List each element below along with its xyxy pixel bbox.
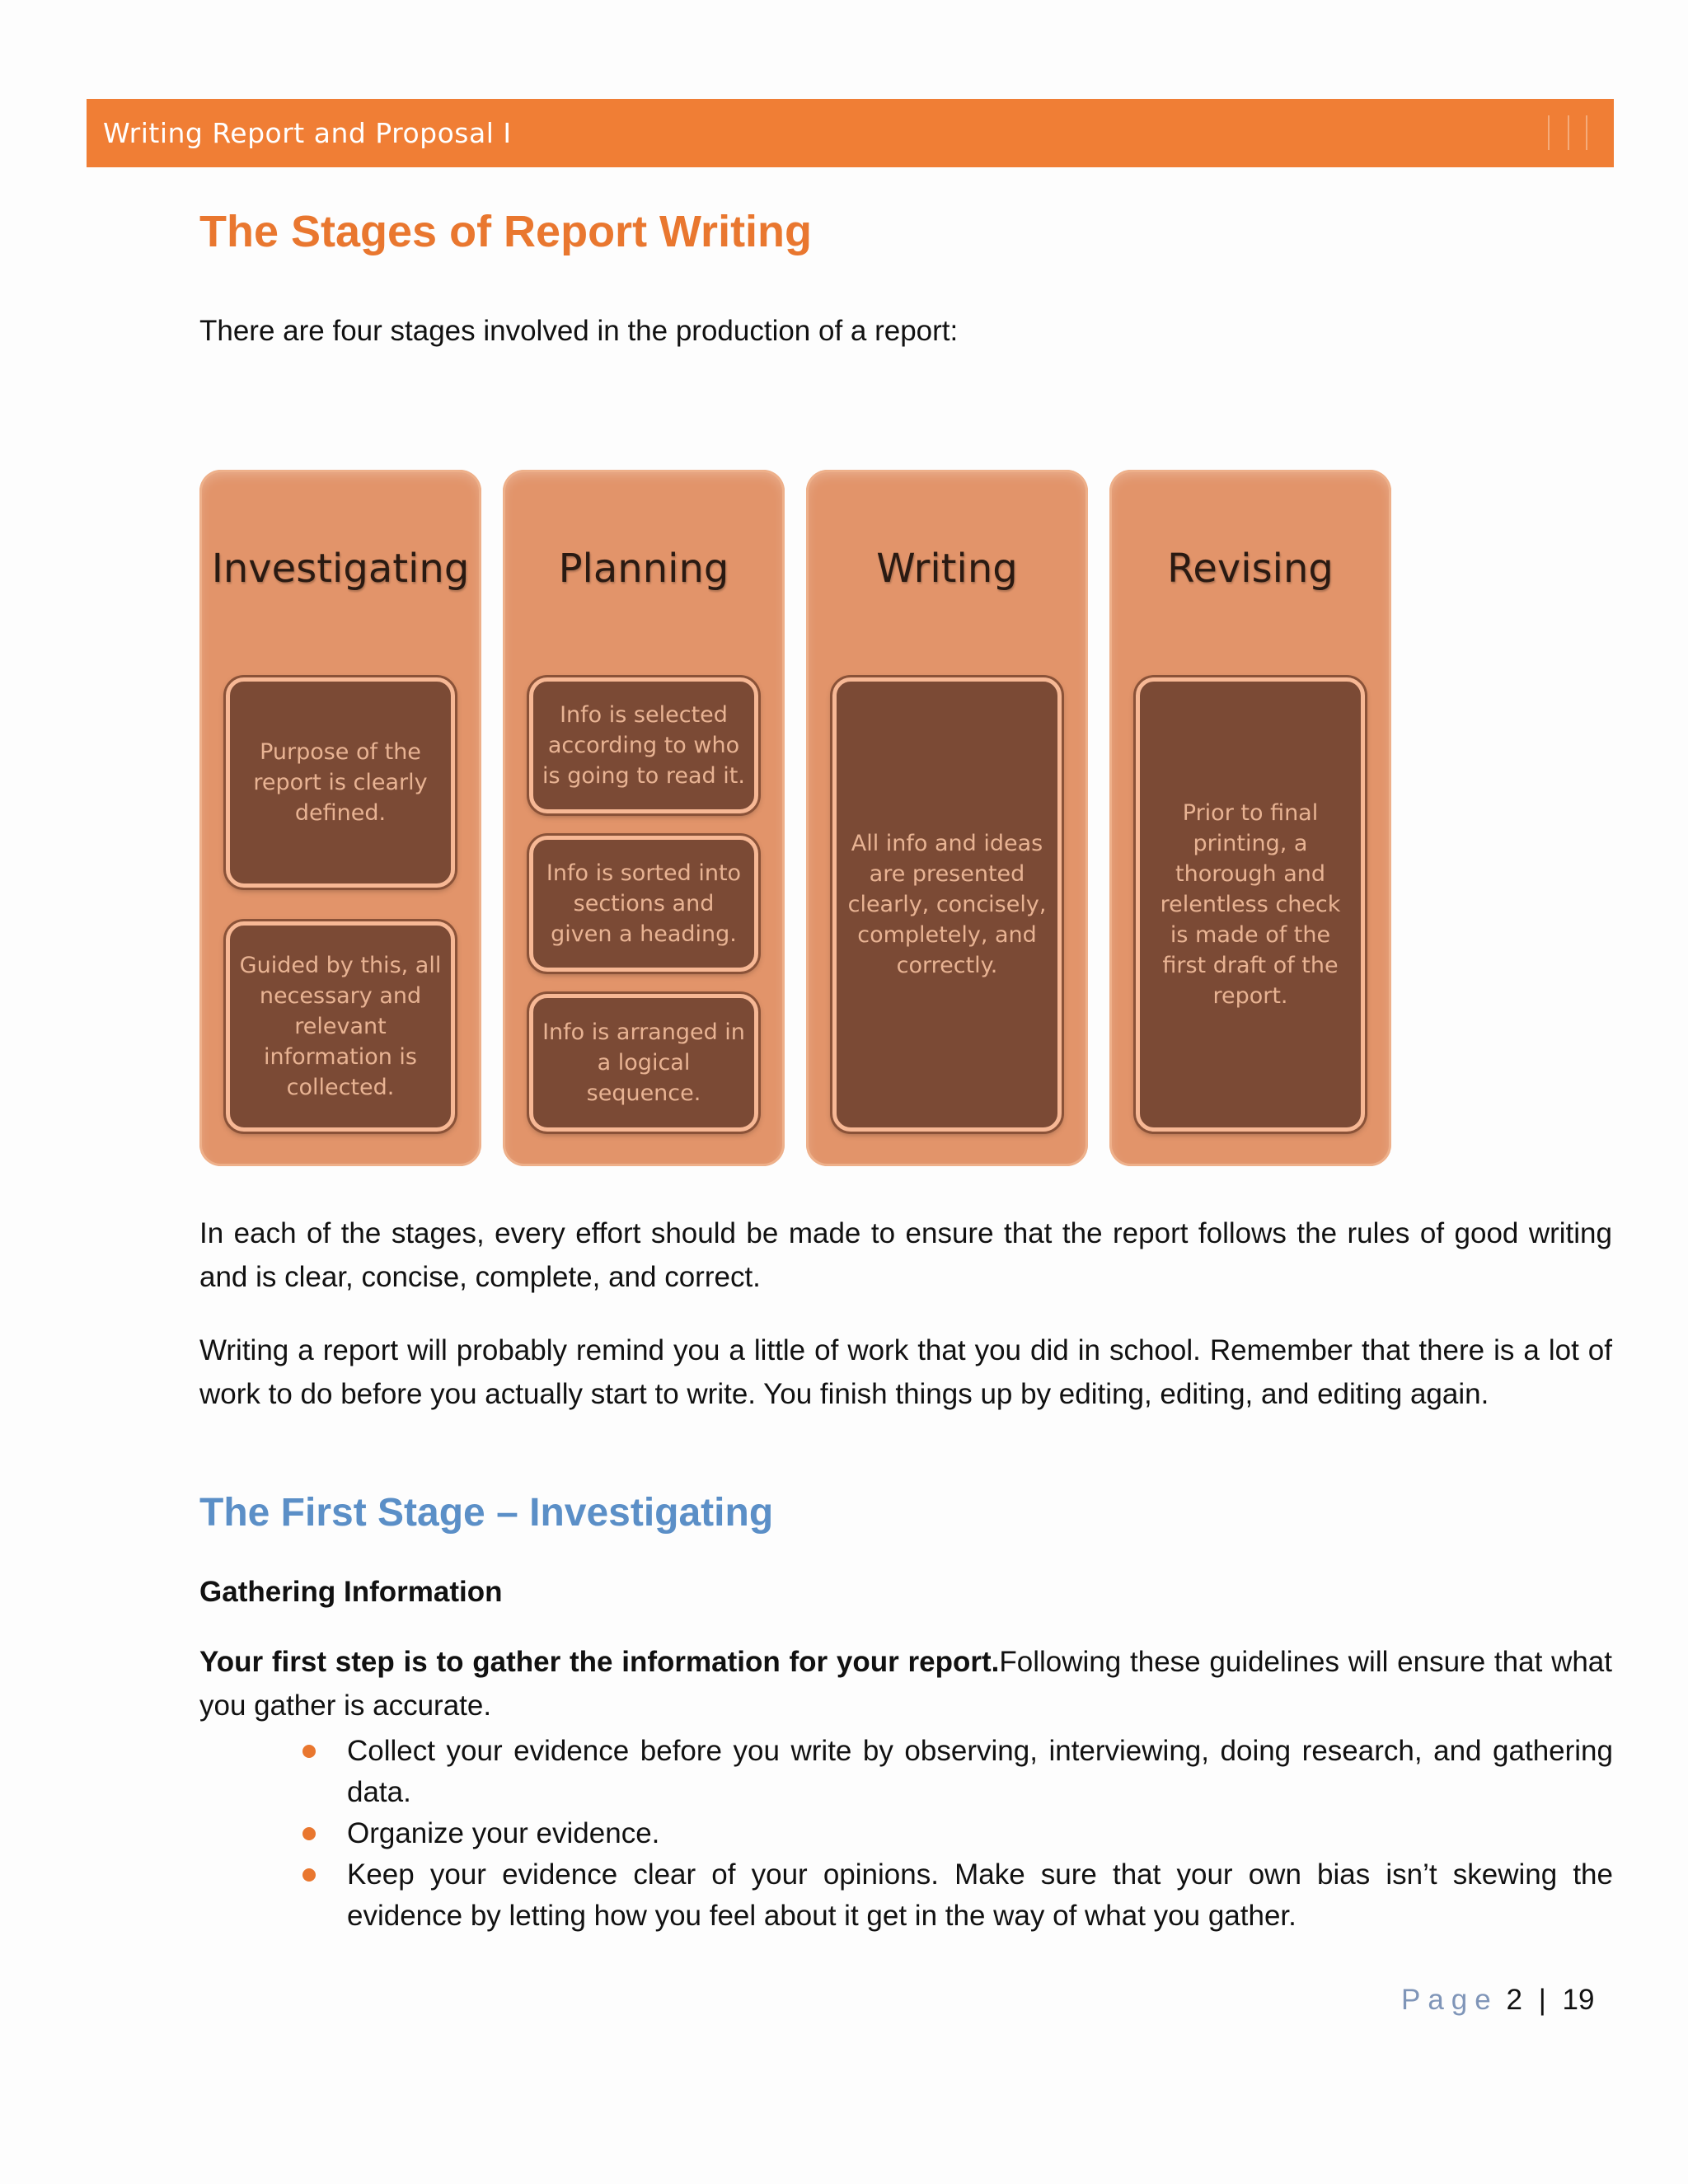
first-step-bold: Your first step is to gather the information for your report. bbox=[199, 1646, 1000, 1678]
first-step-rest: Following these guidelines will ensure that what you gather is accurate. bbox=[199, 1646, 1612, 1722]
guidelines-list bbox=[302, 1731, 1613, 1937]
section-heading: The First Stage – Investigating bbox=[199, 1491, 774, 1535]
stages-diagram bbox=[199, 470, 1395, 1166]
list-item-text: Collect your evidence before you write by observing, interviewing, doing research, and gathering data. bbox=[347, 1735, 1613, 1808]
stage-title: Revising bbox=[1167, 546, 1334, 592]
bullet-icon bbox=[302, 1745, 316, 1758]
page-footer bbox=[1401, 1984, 1594, 2017]
stage-revising bbox=[1109, 470, 1391, 1166]
stage-item: Info is sorted into sections and given a heading. bbox=[529, 836, 758, 972]
stage-item: Prior to final printing, a thorough and relentless check is made of the first draft of the report. bbox=[1136, 677, 1365, 1132]
stage-item: All info and ideas are presented clearly, concisely, completely, and correctly. bbox=[832, 677, 1062, 1132]
stage-item: Info is selected according to who is going to read it. bbox=[529, 677, 758, 813]
bullet-icon bbox=[302, 1868, 316, 1882]
page-label: Page bbox=[1401, 1984, 1498, 2016]
stage-title: Planning bbox=[558, 546, 729, 592]
bullet-icon bbox=[302, 1827, 316, 1840]
paragraph-stages-rules: In each of the stages, every effort should be made to ensure that the report follows the rules of good writing and is clear, concise, complete, and correct. bbox=[199, 1217, 1612, 1293]
list-item bbox=[302, 1813, 1613, 1854]
stage-investigating bbox=[199, 470, 481, 1166]
page-separator: | bbox=[1538, 1984, 1546, 2016]
stage-planning bbox=[503, 470, 785, 1166]
header-title: Writing Report and Proposal I bbox=[103, 117, 512, 149]
stage-title: Investigating bbox=[211, 546, 470, 592]
list-item bbox=[302, 1854, 1613, 1937]
subsection-heading: Gathering Information bbox=[199, 1576, 503, 1608]
header-bar bbox=[87, 99, 1614, 167]
list-item-text: Keep your evidence clear of your opinions. Make sure that your own bias isn’t skewing the evidence by letting how you feel about it get in the way of what you gather. bbox=[347, 1858, 1613, 1932]
header-decoration bbox=[1548, 115, 1599, 150]
page-total: 19 bbox=[1562, 1984, 1595, 2016]
paragraph-school: Writing a report will probably remind you a little of work that you did in school. Remember that there is a lot of work to do before you actually start to write. You finish things up by editing, editing, and editing again. bbox=[199, 1334, 1612, 1410]
list-item-text: Organize your evidence. bbox=[347, 1817, 660, 1849]
stage-item: Purpose of the report is clearly defined. bbox=[226, 677, 455, 888]
list-item bbox=[302, 1731, 1613, 1813]
stage-item: Info is arranged in a logical sequence. bbox=[529, 994, 758, 1132]
intro-paragraph: There are four stages involved in the production of a report: bbox=[199, 315, 959, 347]
stage-title: Writing bbox=[876, 546, 1018, 592]
paragraph-first-step bbox=[199, 1640, 1612, 1727]
page-title: The Stages of Report Writing bbox=[199, 207, 813, 256]
page-number: 2 bbox=[1506, 1984, 1522, 2016]
stage-writing bbox=[806, 470, 1088, 1166]
stage-item: Guided by this, all necessary and relevant information is collected. bbox=[226, 921, 455, 1132]
